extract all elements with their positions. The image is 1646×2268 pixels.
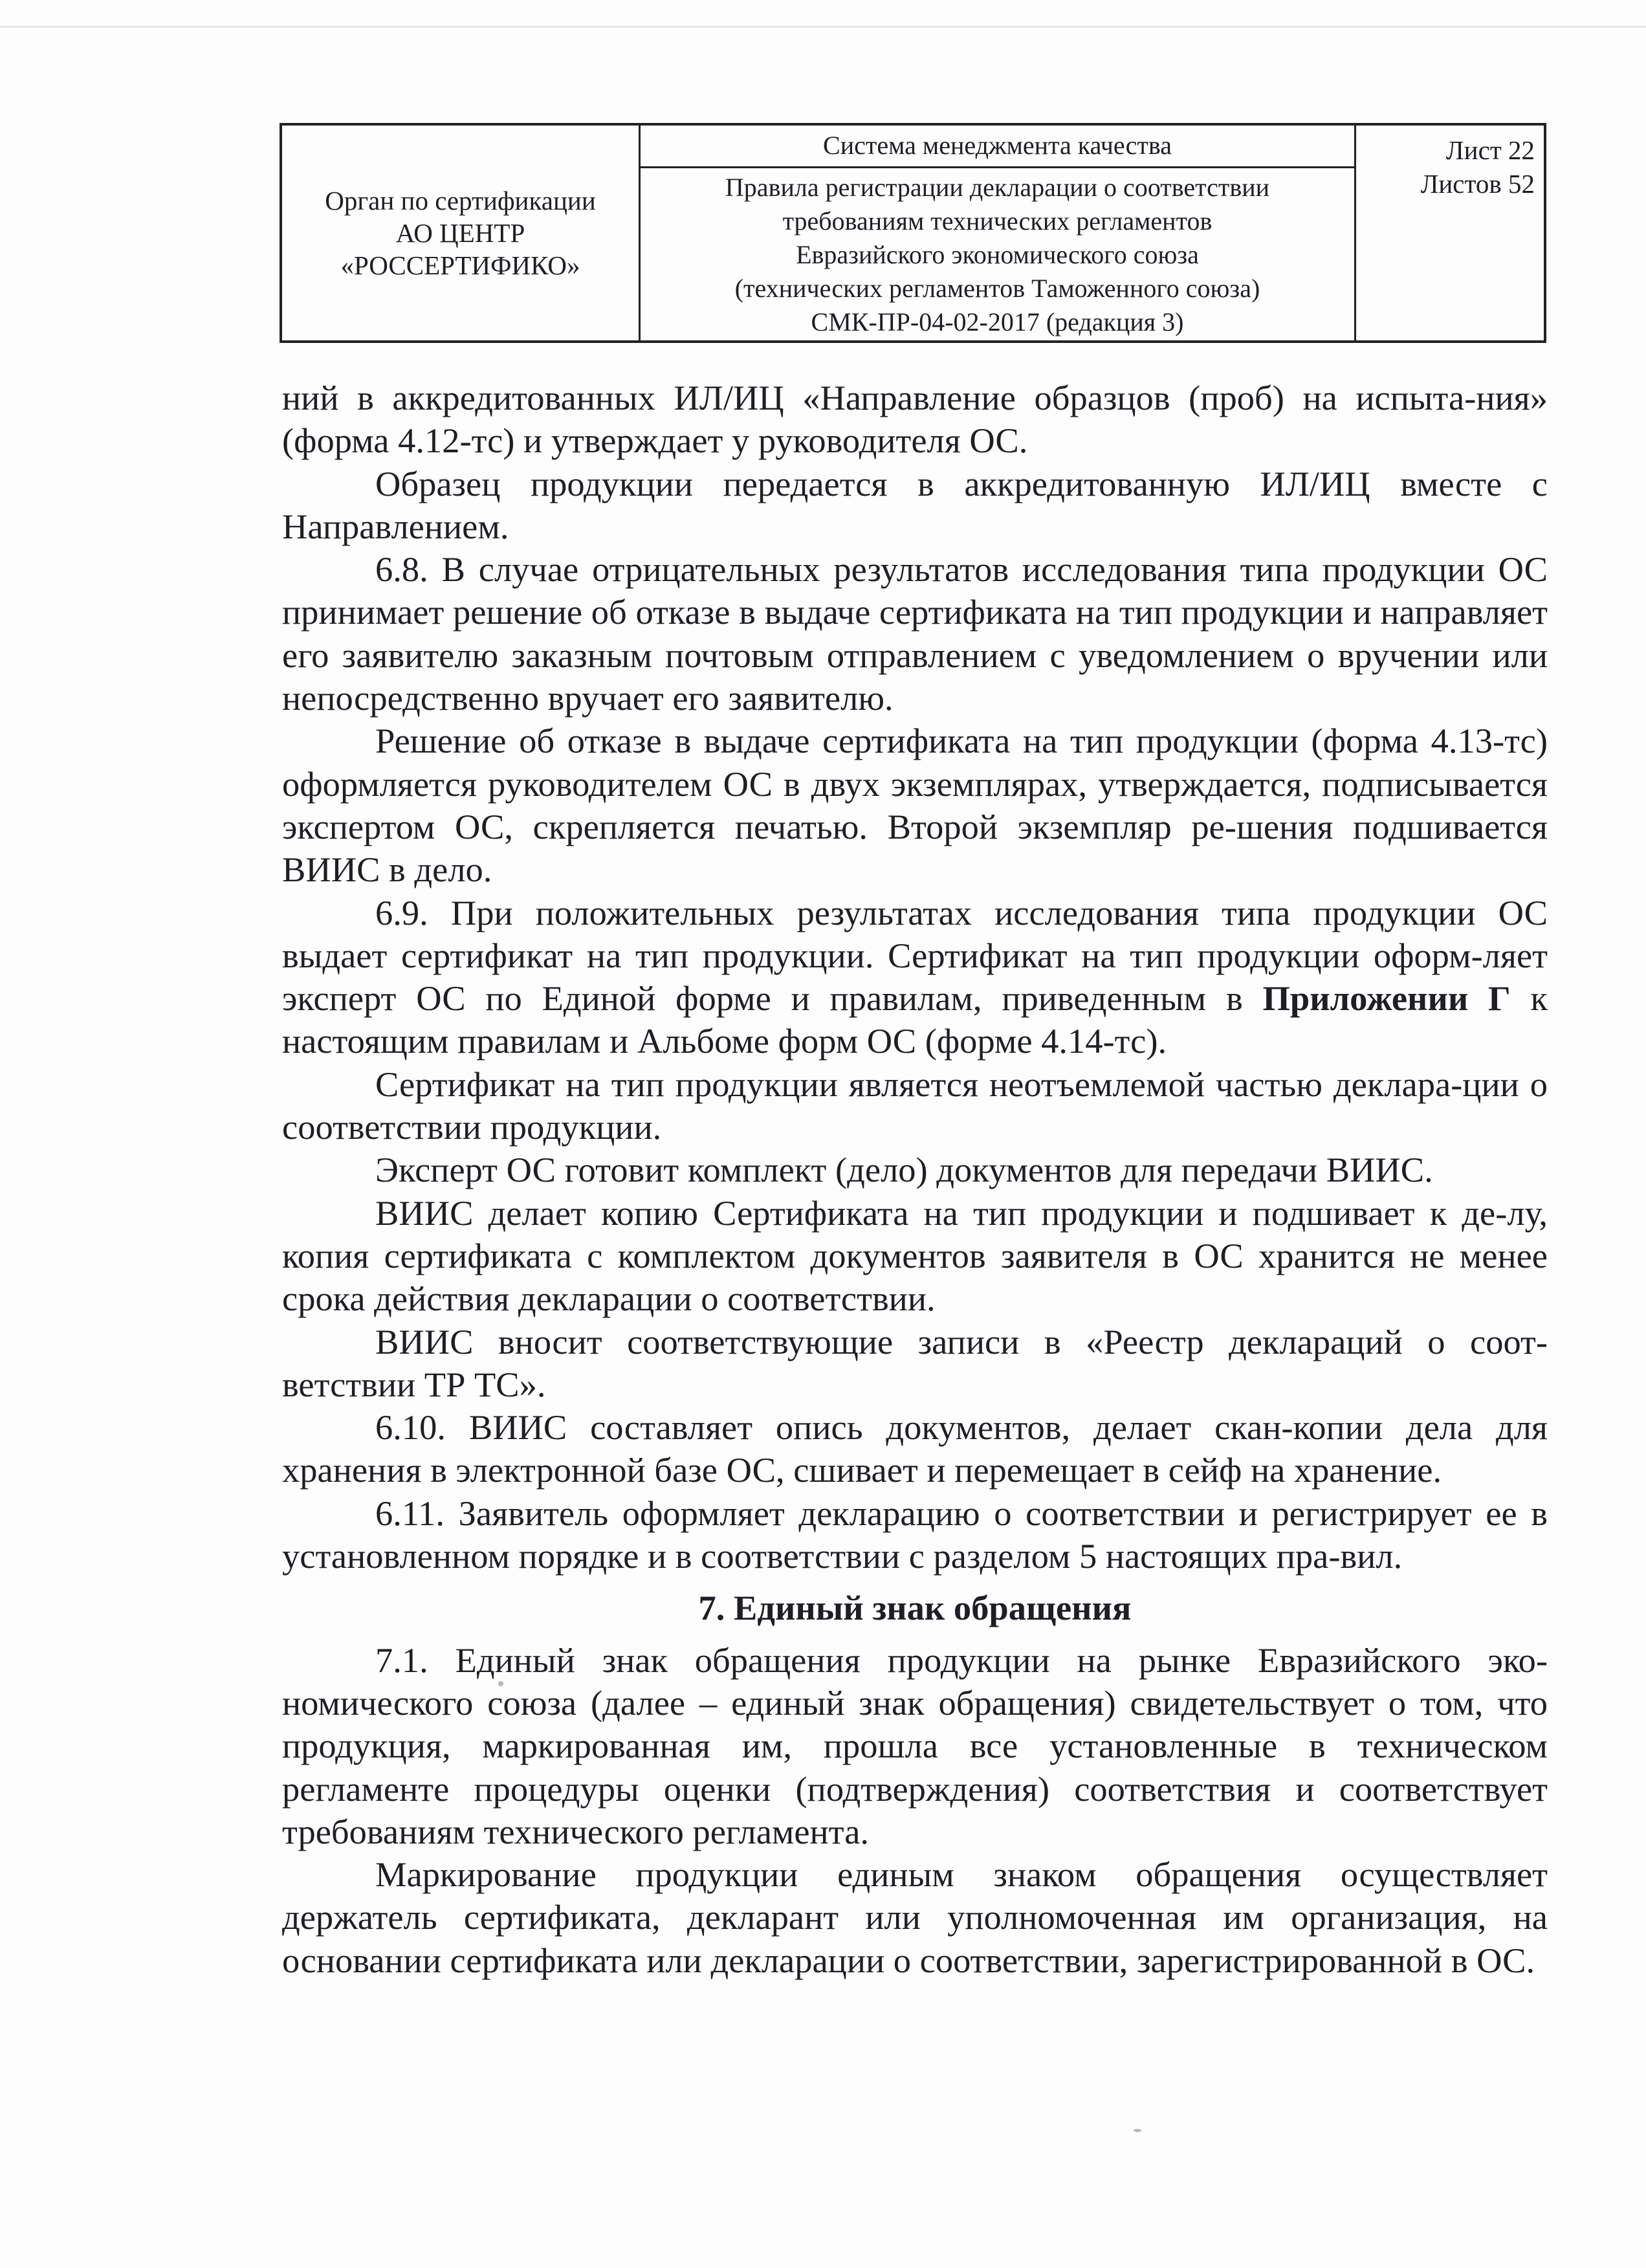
document-title-line4: (технических регламентов Таможенного союза) bbox=[734, 274, 1260, 303]
paragraph: ВИИС вносит соответствующие записи в «Реестр деклараций о соот-ветствии ТР ТС». bbox=[282, 1321, 1548, 1404]
org-name-line2: АО ЦЕНТР bbox=[395, 218, 525, 248]
paragraph: Эксперт ОС готовит комплект (дело) документов для передачи ВИИС. bbox=[375, 1150, 1433, 1190]
paragraph-text: к настоящим правилам и Альбоме форм ОС (форме 4.14-тс). bbox=[282, 978, 1548, 1061]
org-name-line1: Орган по сертификации bbox=[325, 186, 596, 215]
paragraph: 6.10. ВИИС составляет опись документов, делает скан-копии дела для хранения в электронной базе ОС, сшивает и перемещает в сейф на хранение. bbox=[282, 1407, 1548, 1490]
appendix-reference: Приложении Г bbox=[1262, 978, 1511, 1018]
document-title-line1: Правила регистрации декларации о соответствии bbox=[725, 173, 1270, 202]
header-document-cell bbox=[641, 126, 1356, 340]
header-sheet-cell bbox=[1356, 126, 1544, 340]
document-header-table bbox=[280, 123, 1546, 343]
paragraph: Сертификат на тип продукции является неотъемлемой частью деклара-ции о соответствии продукции. bbox=[282, 1064, 1548, 1147]
sheets-total: Листов 52 bbox=[1420, 169, 1535, 199]
paragraph-text: 6.9. При положительных результатах исследования типа продукции ОС выдает сертификат на тип продукции. Сертификат на тип продукции оформ-ляет эксперт ОС по Единой форме и правилам, приведенным в bbox=[282, 892, 1548, 1018]
paragraph: ВИИС делает копию Сертификата на тип продукции и подшивает к де-лу, копия сертификата с комплектом документов заявителя в ОС хранится не менее срока действия декларации о соответствии. bbox=[282, 1193, 1548, 1319]
org-name-line3: «РОССЕРТИФИКО» bbox=[340, 250, 580, 280]
document-body bbox=[282, 377, 1548, 1982]
paragraph: Маркирование продукции единым знаком обращения осуществляет держатель сертификата, декларант или уполномоченная им организация, на основании сертификата или декларации о соответствии, зарегистрированной в ОС. bbox=[282, 1855, 1548, 1980]
document-code: СМК-ПР-04-02-2017 (редакция 3) bbox=[811, 307, 1184, 336]
header-organization-cell bbox=[282, 126, 641, 340]
paragraph-with-bold-reference bbox=[282, 892, 1548, 1063]
paragraph: 6.11. Заявитель оформляет декларацию о соответствии и регистрирует ее в установленном порядке и в соответствии с разделом 5 настоящих пра-вил. bbox=[282, 1493, 1548, 1576]
scan-speck bbox=[1134, 2129, 1141, 2132]
paragraph: 6.8. В случае отрицательных результатов исследования типа продукции ОС принимает решение об отказе в выдаче сертификата на тип продукции и направляет его заявителю заказным почтовым отправлением с уведомлением о вручении или непосредственно вручает его заявителю. bbox=[282, 549, 1548, 718]
document-title-line2: требованиям технических регламентов bbox=[782, 206, 1213, 236]
sheet-number: Лист 22 bbox=[1445, 135, 1535, 165]
document-title bbox=[641, 168, 1354, 339]
scan-edge-line bbox=[0, 26, 1646, 28]
paragraph: 7.1. Единый знак обращения продукции на рынке Евразийского эко-номического союза (далее – единый знак обращения) свидетельствует о том, что продукция, маркированная им, прошла все установленные в техническом регламенте процедуры оценки (подтверждения) соответствия и соответствует требованиям технического регламента. bbox=[282, 1640, 1548, 1851]
paragraph: Образец продукции передается в аккредитованную ИЛ/ИЦ вместе с Направлением. bbox=[282, 463, 1548, 546]
quality-system-title: Система менеджмента качества bbox=[641, 126, 1354, 168]
paragraph: ний в аккредитованных ИЛ/ИЦ «Направление образцов (проб) на испыта-ния» (форма 4.12-тс) и утверждает у руководителя ОС. bbox=[282, 378, 1548, 461]
paragraph: Решение об отказе в выдаче сертификата на тип продукции (форма 4.13-тс) оформляется руководителем ОС в двух экземплярах, утверждается, подписывается экспертом ОС, скрепляется печатью. Второй экземпляр ре-шения подшивается ВИИС в дело. bbox=[282, 721, 1548, 890]
section-heading: 7. Единый знак обращения bbox=[698, 1588, 1132, 1628]
document-title-line3: Евразийского экономического союза bbox=[796, 240, 1199, 269]
